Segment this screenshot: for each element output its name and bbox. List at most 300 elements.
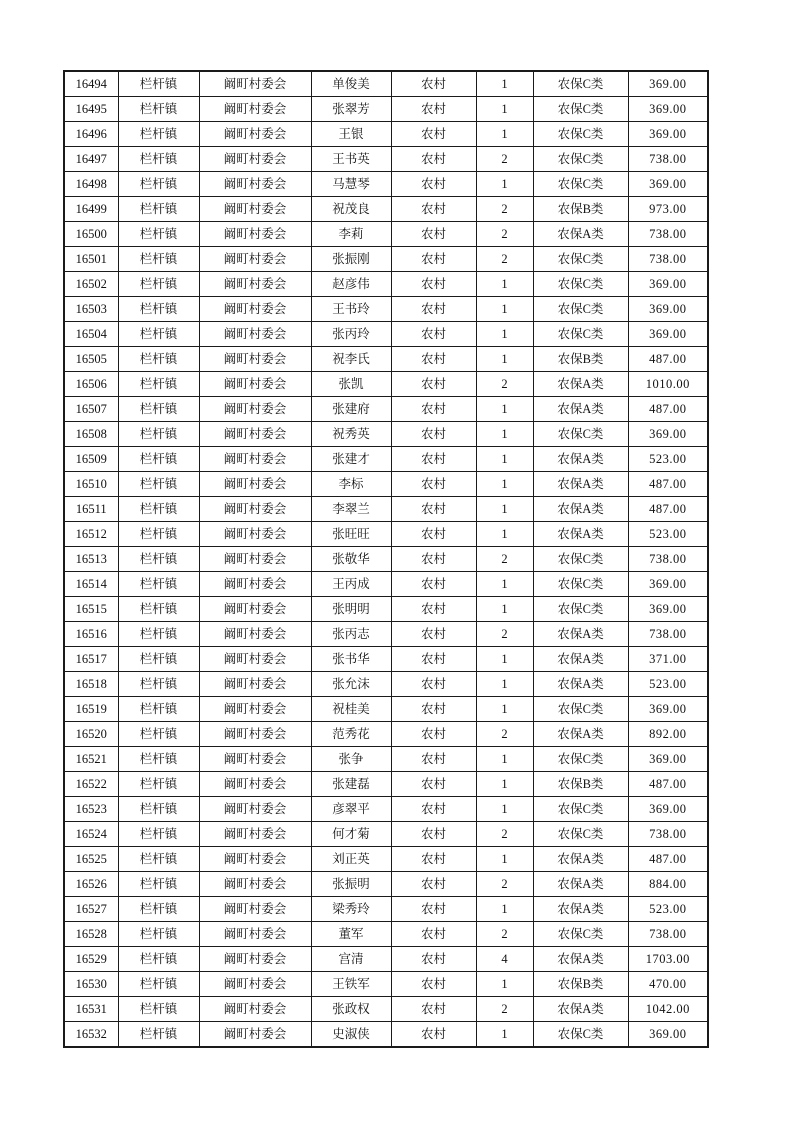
cell-person-count: 1: [476, 71, 533, 97]
cell-person-count: 2: [476, 197, 533, 222]
cell-residence-type: 农村: [391, 747, 476, 772]
cell-residence-type: 农村: [391, 97, 476, 122]
cell-insurance-category: 农保C类: [533, 822, 628, 847]
cell-village-committee: 阚町村委会: [199, 97, 311, 122]
cell-person-count: 1: [476, 172, 533, 197]
cell-village-committee: 阚町村委会: [199, 897, 311, 922]
cell-serial-number: 16503: [64, 297, 118, 322]
cell-serial-number: 16502: [64, 272, 118, 297]
cell-insurance-category: 农保C类: [533, 272, 628, 297]
cell-person-name: 张政权: [311, 997, 391, 1022]
cell-person-name: 张丙玲: [311, 322, 391, 347]
table-row: [64, 622, 708, 647]
cell-amount: 738.00: [628, 247, 708, 272]
cell-person-name: 张旺旺: [311, 522, 391, 547]
cell-town: 栏杆镇: [118, 172, 199, 197]
cell-village-committee: 阚町村委会: [199, 422, 311, 447]
cell-person-count: 1: [476, 897, 533, 922]
cell-insurance-category: 农保C类: [533, 322, 628, 347]
cell-insurance-category: 农保A类: [533, 622, 628, 647]
cell-serial-number: 16519: [64, 697, 118, 722]
cell-residence-type: 农村: [391, 672, 476, 697]
cell-serial-number: 16511: [64, 497, 118, 522]
cell-town: 栏杆镇: [118, 672, 199, 697]
cell-person-name: 王银: [311, 122, 391, 147]
cell-serial-number: 16505: [64, 347, 118, 372]
cell-insurance-category: 农保A类: [533, 897, 628, 922]
cell-insurance-category: 农保C类: [533, 697, 628, 722]
cell-person-count: 2: [476, 822, 533, 847]
cell-person-count: 1: [476, 447, 533, 472]
cell-town: 栏杆镇: [118, 71, 199, 97]
table-row: [64, 897, 708, 922]
cell-person-count: 2: [476, 922, 533, 947]
cell-town: 栏杆镇: [118, 922, 199, 947]
cell-village-committee: 阚町村委会: [199, 447, 311, 472]
table-row: [64, 747, 708, 772]
cell-residence-type: 农村: [391, 372, 476, 397]
table-row: [64, 272, 708, 297]
cell-person-name: 何才菊: [311, 822, 391, 847]
cell-insurance-category: 农保A类: [533, 397, 628, 422]
cell-person-count: 1: [476, 347, 533, 372]
cell-village-committee: 阚町村委会: [199, 297, 311, 322]
cell-serial-number: 16520: [64, 722, 118, 747]
cell-person-name: 董军: [311, 922, 391, 947]
cell-village-committee: 阚町村委会: [199, 247, 311, 272]
cell-residence-type: 农村: [391, 797, 476, 822]
cell-serial-number: 16527: [64, 897, 118, 922]
cell-town: 栏杆镇: [118, 797, 199, 822]
cell-serial-number: 16528: [64, 922, 118, 947]
table-row: [64, 597, 708, 622]
cell-person-count: 1: [476, 497, 533, 522]
cell-person-name: 张敬华: [311, 547, 391, 572]
cell-amount: 369.00: [628, 122, 708, 147]
cell-insurance-category: 农保C类: [533, 922, 628, 947]
cell-residence-type: 农村: [391, 1022, 476, 1048]
cell-village-committee: 阚町村委会: [199, 972, 311, 997]
cell-insurance-category: 农保C类: [533, 422, 628, 447]
cell-person-count: 4: [476, 947, 533, 972]
cell-amount: 738.00: [628, 922, 708, 947]
cell-serial-number: 16517: [64, 647, 118, 672]
cell-amount: 369.00: [628, 272, 708, 297]
cell-serial-number: 16531: [64, 997, 118, 1022]
cell-town: 栏杆镇: [118, 697, 199, 722]
cell-amount: 369.00: [628, 71, 708, 97]
cell-residence-type: 农村: [391, 622, 476, 647]
cell-residence-type: 农村: [391, 922, 476, 947]
cell-serial-number: 16501: [64, 247, 118, 272]
cell-amount: 973.00: [628, 197, 708, 222]
cell-town: 栏杆镇: [118, 897, 199, 922]
table-row: [64, 822, 708, 847]
cell-town: 栏杆镇: [118, 847, 199, 872]
cell-insurance-category: 农保A类: [533, 847, 628, 872]
cell-town: 栏杆镇: [118, 872, 199, 897]
cell-person-name: 范秀花: [311, 722, 391, 747]
cell-village-committee: 阚町村委会: [199, 522, 311, 547]
cell-village-committee: 阚町村委会: [199, 997, 311, 1022]
cell-insurance-category: 农保A类: [533, 222, 628, 247]
cell-person-name: 祝茂良: [311, 197, 391, 222]
cell-residence-type: 农村: [391, 322, 476, 347]
cell-amount: 523.00: [628, 897, 708, 922]
cell-residence-type: 农村: [391, 497, 476, 522]
table-row: [64, 772, 708, 797]
cell-person-name: 王铁军: [311, 972, 391, 997]
cell-village-committee: 阚町村委会: [199, 372, 311, 397]
cell-person-name: 马慧琴: [311, 172, 391, 197]
cell-serial-number: 16512: [64, 522, 118, 547]
cell-amount: 487.00: [628, 497, 708, 522]
cell-insurance-category: 农保C类: [533, 71, 628, 97]
cell-person-count: 2: [476, 722, 533, 747]
cell-serial-number: 16524: [64, 822, 118, 847]
cell-amount: 369.00: [628, 297, 708, 322]
cell-amount: 738.00: [628, 547, 708, 572]
cell-person-name: 李莉: [311, 222, 391, 247]
cell-insurance-category: 农保B类: [533, 197, 628, 222]
cell-serial-number: 16514: [64, 572, 118, 597]
cell-insurance-category: 农保B类: [533, 347, 628, 372]
cell-village-committee: 阚町村委会: [199, 147, 311, 172]
cell-amount: 523.00: [628, 447, 708, 472]
cell-town: 栏杆镇: [118, 397, 199, 422]
cell-insurance-category: 农保A类: [533, 722, 628, 747]
cell-amount: 369.00: [628, 572, 708, 597]
cell-residence-type: 农村: [391, 972, 476, 997]
cell-person-count: 1: [476, 847, 533, 872]
cell-insurance-category: 农保C类: [533, 122, 628, 147]
cell-amount: 738.00: [628, 222, 708, 247]
cell-town: 栏杆镇: [118, 497, 199, 522]
cell-town: 栏杆镇: [118, 347, 199, 372]
table-row: [64, 472, 708, 497]
cell-residence-type: 农村: [391, 297, 476, 322]
cell-person-name: 祝桂美: [311, 697, 391, 722]
cell-person-count: 1: [476, 322, 533, 347]
cell-town: 栏杆镇: [118, 772, 199, 797]
table-row: [64, 297, 708, 322]
cell-person-name: 刘正英: [311, 847, 391, 872]
cell-person-name: 李翠兰: [311, 497, 391, 522]
cell-residence-type: 农村: [391, 897, 476, 922]
cell-amount: 738.00: [628, 822, 708, 847]
table-row: [64, 247, 708, 272]
cell-residence-type: 农村: [391, 222, 476, 247]
table-row: [64, 222, 708, 247]
cell-person-name: 史淑侠: [311, 1022, 391, 1048]
cell-insurance-category: 农保C类: [533, 547, 628, 572]
cell-serial-number: 16516: [64, 622, 118, 647]
cell-amount: 1010.00: [628, 372, 708, 397]
cell-village-committee: 阚町村委会: [199, 272, 311, 297]
cell-serial-number: 16497: [64, 147, 118, 172]
cell-person-name: 张争: [311, 747, 391, 772]
cell-amount: 470.00: [628, 972, 708, 997]
cell-person-count: 2: [476, 222, 533, 247]
cell-insurance-category: 农保C类: [533, 797, 628, 822]
cell-person-count: 1: [476, 97, 533, 122]
cell-person-count: 2: [476, 872, 533, 897]
table-row: [64, 447, 708, 472]
cell-village-committee: 阚町村委会: [199, 497, 311, 522]
cell-village-committee: 阚町村委会: [199, 822, 311, 847]
cell-insurance-category: 农保C类: [533, 97, 628, 122]
cell-residence-type: 农村: [391, 122, 476, 147]
cell-town: 栏杆镇: [118, 222, 199, 247]
cell-serial-number: 16525: [64, 847, 118, 872]
table-row: [64, 197, 708, 222]
table-row: [64, 97, 708, 122]
cell-insurance-category: 农保C类: [533, 247, 628, 272]
cell-person-count: 2: [476, 372, 533, 397]
cell-serial-number: 16496: [64, 122, 118, 147]
cell-town: 栏杆镇: [118, 472, 199, 497]
table-row: [64, 847, 708, 872]
cell-residence-type: 农村: [391, 997, 476, 1022]
table-row: [64, 422, 708, 447]
cell-village-committee: 阚町村委会: [199, 122, 311, 147]
cell-amount: 371.00: [628, 647, 708, 672]
cell-village-committee: 阚町村委会: [199, 922, 311, 947]
cell-village-committee: 阚町村委会: [199, 722, 311, 747]
cell-village-committee: 阚町村委会: [199, 622, 311, 647]
cell-residence-type: 农村: [391, 397, 476, 422]
cell-person-count: 2: [476, 247, 533, 272]
cell-residence-type: 农村: [391, 522, 476, 547]
cell-town: 栏杆镇: [118, 722, 199, 747]
cell-village-committee: 阚町村委会: [199, 197, 311, 222]
cell-village-committee: 阚町村委会: [199, 947, 311, 972]
cell-serial-number: 16530: [64, 972, 118, 997]
cell-town: 栏杆镇: [118, 972, 199, 997]
cell-amount: 523.00: [628, 672, 708, 697]
table-row: [64, 872, 708, 897]
cell-village-committee: 阚町村委会: [199, 647, 311, 672]
cell-person-count: 1: [476, 697, 533, 722]
cell-serial-number: 16515: [64, 597, 118, 622]
cell-serial-number: 16521: [64, 747, 118, 772]
cell-person-count: 1: [476, 572, 533, 597]
cell-serial-number: 16507: [64, 397, 118, 422]
cell-town: 栏杆镇: [118, 147, 199, 172]
cell-residence-type: 农村: [391, 447, 476, 472]
cell-insurance-category: 农保A类: [533, 647, 628, 672]
cell-village-committee: 阚町村委会: [199, 322, 311, 347]
cell-serial-number: 16510: [64, 472, 118, 497]
cell-village-committee: 阚町村委会: [199, 572, 311, 597]
cell-amount: 369.00: [628, 597, 708, 622]
cell-person-count: 1: [476, 522, 533, 547]
cell-residence-type: 农村: [391, 272, 476, 297]
cell-person-name: 单俊美: [311, 71, 391, 97]
cell-village-committee: 阚町村委会: [199, 847, 311, 872]
cell-residence-type: 农村: [391, 597, 476, 622]
table-row: [64, 997, 708, 1022]
cell-person-name: 祝秀英: [311, 422, 391, 447]
cell-person-count: 1: [476, 797, 533, 822]
cell-residence-type: 农村: [391, 722, 476, 747]
cell-person-name: 梁秀玲: [311, 897, 391, 922]
cell-residence-type: 农村: [391, 347, 476, 372]
table-row: [64, 71, 708, 97]
cell-person-name: 赵彦伟: [311, 272, 391, 297]
cell-insurance-category: 农保A类: [533, 872, 628, 897]
cell-residence-type: 农村: [391, 472, 476, 497]
cell-village-committee: 阚町村委会: [199, 472, 311, 497]
cell-amount: 738.00: [628, 147, 708, 172]
cell-person-count: 2: [476, 147, 533, 172]
cell-serial-number: 16523: [64, 797, 118, 822]
cell-person-count: 1: [476, 647, 533, 672]
cell-serial-number: 16532: [64, 1022, 118, 1048]
cell-town: 栏杆镇: [118, 247, 199, 272]
cell-person-count: 1: [476, 472, 533, 497]
cell-person-name: 王丙成: [311, 572, 391, 597]
cell-person-name: 王书英: [311, 147, 391, 172]
cell-amount: 523.00: [628, 522, 708, 547]
cell-person-name: 张允沫: [311, 672, 391, 697]
cell-amount: 487.00: [628, 847, 708, 872]
cell-residence-type: 农村: [391, 197, 476, 222]
cell-insurance-category: 农保C类: [533, 172, 628, 197]
cell-residence-type: 农村: [391, 947, 476, 972]
cell-amount: 884.00: [628, 872, 708, 897]
cell-village-committee: 阚町村委会: [199, 597, 311, 622]
table-row: [64, 797, 708, 822]
table-row: [64, 697, 708, 722]
cell-town: 栏杆镇: [118, 97, 199, 122]
table-row: [64, 972, 708, 997]
cell-serial-number: 16526: [64, 872, 118, 897]
cell-person-name: 张建才: [311, 447, 391, 472]
table-row: [64, 947, 708, 972]
cell-residence-type: 农村: [391, 547, 476, 572]
cell-village-committee: 阚町村委会: [199, 347, 311, 372]
cell-insurance-category: 农保A类: [533, 947, 628, 972]
table-row: [64, 522, 708, 547]
cell-serial-number: 16499: [64, 197, 118, 222]
cell-town: 栏杆镇: [118, 572, 199, 597]
cell-amount: 369.00: [628, 747, 708, 772]
cell-insurance-category: 农保C类: [533, 1022, 628, 1048]
cell-serial-number: 16513: [64, 547, 118, 572]
cell-person-name: 张明明: [311, 597, 391, 622]
cell-person-name: 张丙志: [311, 622, 391, 647]
cell-serial-number: 16498: [64, 172, 118, 197]
cell-serial-number: 16504: [64, 322, 118, 347]
cell-village-committee: 阚町村委会: [199, 397, 311, 422]
table-row: [64, 497, 708, 522]
cell-town: 栏杆镇: [118, 622, 199, 647]
cell-serial-number: 16494: [64, 71, 118, 97]
table-row: [64, 397, 708, 422]
cell-village-committee: 阚町村委会: [199, 172, 311, 197]
cell-person-name: 彦翠平: [311, 797, 391, 822]
table-row: [64, 122, 708, 147]
cell-amount: 369.00: [628, 697, 708, 722]
cell-town: 栏杆镇: [118, 422, 199, 447]
cell-residence-type: 农村: [391, 172, 476, 197]
cell-amount: 369.00: [628, 97, 708, 122]
cell-residence-type: 农村: [391, 772, 476, 797]
cell-village-committee: 阚町村委会: [199, 797, 311, 822]
cell-person-count: 1: [476, 297, 533, 322]
cell-amount: 487.00: [628, 772, 708, 797]
table-row: [64, 1022, 708, 1048]
cell-town: 栏杆镇: [118, 997, 199, 1022]
cell-village-committee: 阚町村委会: [199, 772, 311, 797]
cell-person-count: 1: [476, 672, 533, 697]
table-row: [64, 572, 708, 597]
cell-person-count: 1: [476, 597, 533, 622]
table-row: [64, 922, 708, 947]
cell-amount: 487.00: [628, 472, 708, 497]
cell-residence-type: 农村: [391, 572, 476, 597]
cell-insurance-category: 农保A类: [533, 672, 628, 697]
cell-town: 栏杆镇: [118, 297, 199, 322]
cell-serial-number: 16522: [64, 772, 118, 797]
cell-person-name: 宫清: [311, 947, 391, 972]
cell-town: 栏杆镇: [118, 597, 199, 622]
cell-insurance-category: 农保C类: [533, 147, 628, 172]
cell-town: 栏杆镇: [118, 372, 199, 397]
cell-village-committee: 阚町村委会: [199, 697, 311, 722]
cell-insurance-category: 农保C类: [533, 597, 628, 622]
cell-amount: 892.00: [628, 722, 708, 747]
cell-town: 栏杆镇: [118, 272, 199, 297]
cell-person-name: 李标: [311, 472, 391, 497]
cell-town: 栏杆镇: [118, 522, 199, 547]
cell-insurance-category: 农保C类: [533, 747, 628, 772]
cell-person-name: 张翠芳: [311, 97, 391, 122]
cell-insurance-category: 农保A类: [533, 372, 628, 397]
cell-person-count: 1: [476, 397, 533, 422]
cell-insurance-category: 农保C类: [533, 572, 628, 597]
cell-residence-type: 农村: [391, 147, 476, 172]
cell-person-count: 2: [476, 622, 533, 647]
cell-person-name: 张建府: [311, 397, 391, 422]
pension-roster-table: [63, 70, 709, 1048]
cell-village-committee: 阚町村委会: [199, 747, 311, 772]
cell-person-name: 王书玲: [311, 297, 391, 322]
cell-serial-number: 16508: [64, 422, 118, 447]
cell-serial-number: 16495: [64, 97, 118, 122]
cell-amount: 487.00: [628, 347, 708, 372]
cell-serial-number: 16500: [64, 222, 118, 247]
table-body: [64, 71, 708, 1047]
cell-town: 栏杆镇: [118, 747, 199, 772]
cell-serial-number: 16506: [64, 372, 118, 397]
cell-town: 栏杆镇: [118, 197, 199, 222]
cell-person-count: 1: [476, 772, 533, 797]
cell-insurance-category: 农保A类: [533, 522, 628, 547]
cell-amount: 369.00: [628, 797, 708, 822]
cell-amount: 369.00: [628, 422, 708, 447]
cell-amount: 1703.00: [628, 947, 708, 972]
cell-residence-type: 农村: [391, 872, 476, 897]
cell-person-name: 张振刚: [311, 247, 391, 272]
cell-serial-number: 16518: [64, 672, 118, 697]
cell-residence-type: 农村: [391, 247, 476, 272]
cell-serial-number: 16529: [64, 947, 118, 972]
cell-village-committee: 阚町村委会: [199, 1022, 311, 1048]
cell-village-committee: 阚町村委会: [199, 547, 311, 572]
cell-person-name: 祝李氏: [311, 347, 391, 372]
